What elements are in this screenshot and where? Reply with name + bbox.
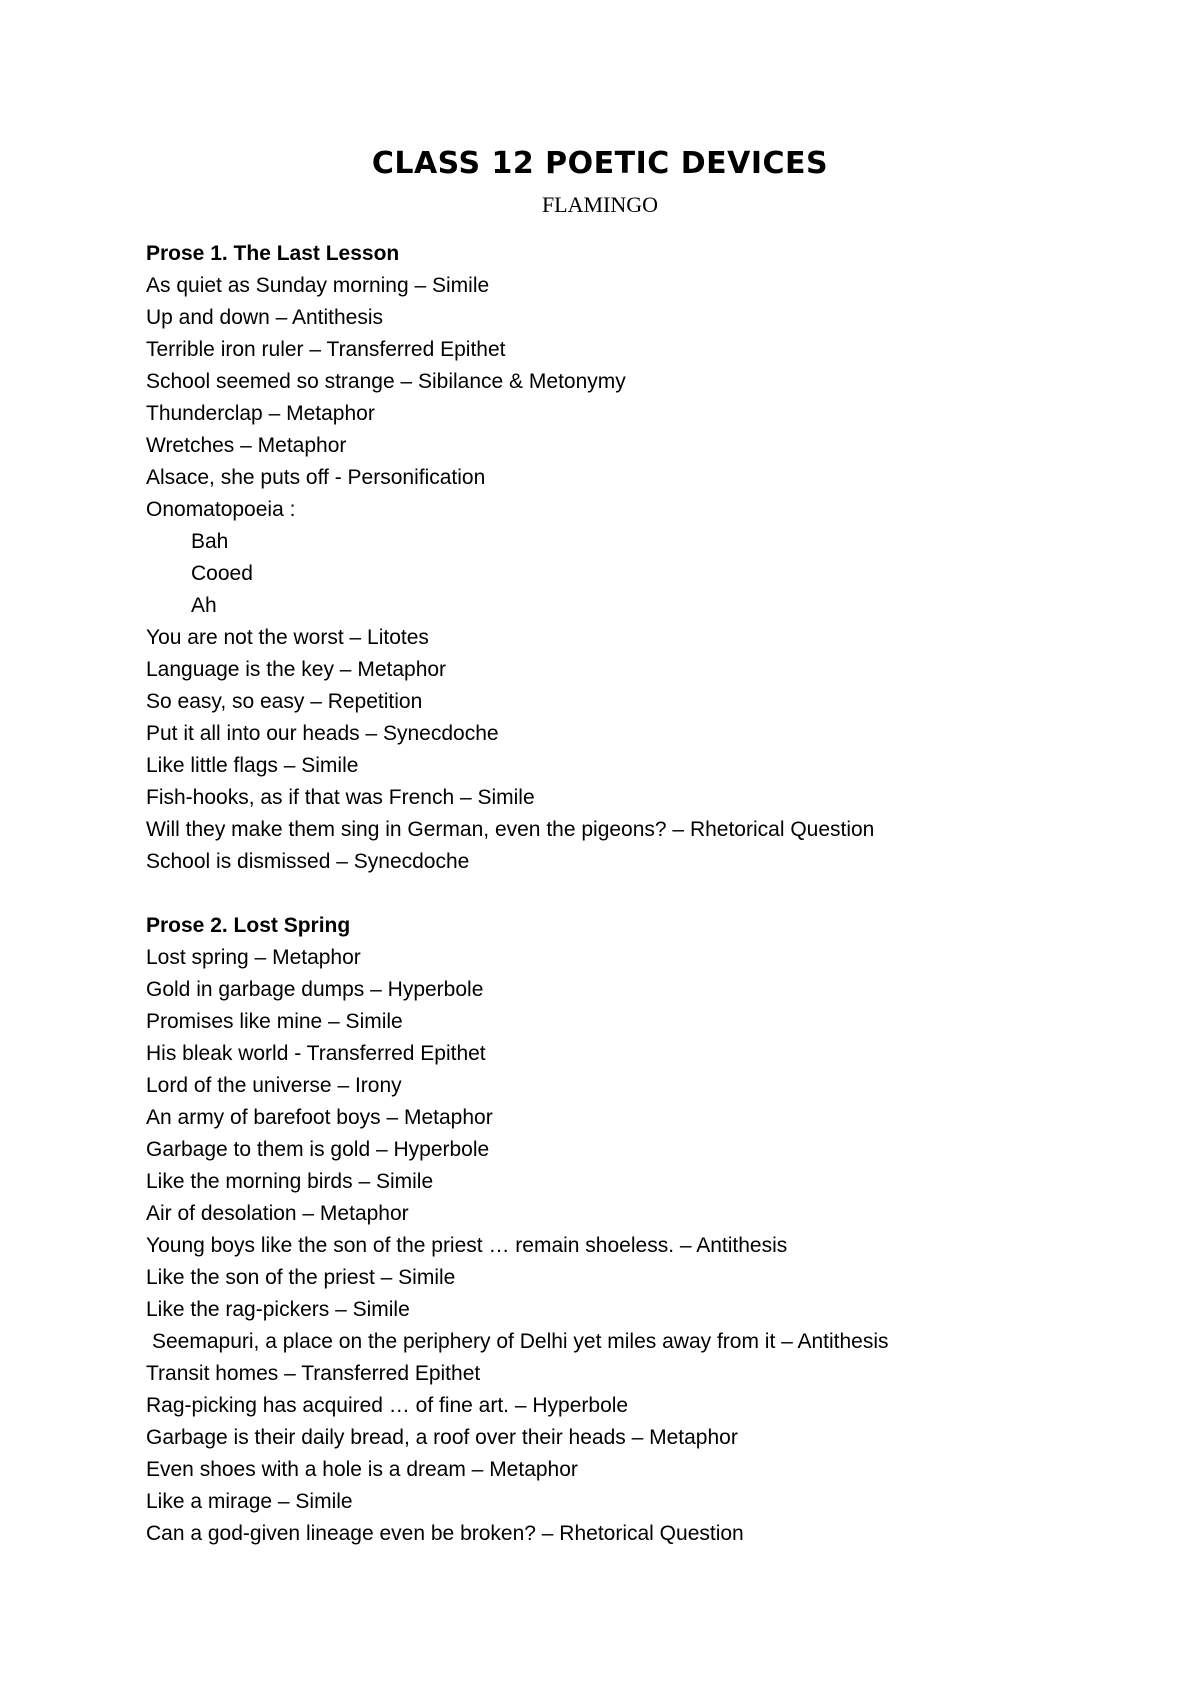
device-line: Lord of the universe – Irony <box>146 1074 402 1097</box>
device-line: Language is the key – Metaphor <box>146 658 447 681</box>
device-line: Garbage is their daily bread, a roof over their heads – Metaphor <box>146 1426 738 1449</box>
device-line: Like little flags – Simile <box>146 754 359 777</box>
page-subtitle: FLAMINGO <box>541 192 659 217</box>
device-line: School seemed so strange – Sibilance & Metonymy <box>146 370 626 393</box>
device-line: Transit homes – Transferred Epithet <box>146 1362 481 1385</box>
section-lost-spring <box>146 910 1146 1550</box>
device-line: Even shoes with a hole is a dream – Metaphor <box>146 1458 578 1481</box>
device-line: Onomatopoeia : <box>146 498 296 521</box>
device-line: Lost spring – Metaphor <box>146 946 361 969</box>
device-line: You are not the worst – Litotes <box>146 626 429 649</box>
device-line: Alsace, she puts off - Personification <box>146 466 486 489</box>
device-line: Promises like mine – Simile <box>146 1010 403 1033</box>
device-line: Garbage to them is gold – Hyperbole <box>146 1138 490 1161</box>
device-line: Like the rag-pickers – Simile <box>146 1298 410 1321</box>
device-line: As quiet as Sunday morning – Simile <box>146 274 490 297</box>
device-line: An army of barefoot boys – Metaphor <box>146 1106 493 1129</box>
device-line: Gold in garbage dumps – Hyperbole <box>146 978 484 1001</box>
device-line: Like a mirage – Simile <box>146 1490 353 1513</box>
device-line: Terrible iron ruler – Transferred Epithet <box>146 338 506 361</box>
device-line: Like the morning birds – Simile <box>146 1170 434 1193</box>
device-line: Seemapuri, a place on the periphery of Delhi yet miles away from it – Antithesis <box>152 1330 889 1353</box>
device-line: Wretches – Metaphor <box>146 434 347 457</box>
device-line: Will they make them sing in German, even the pigeons? – Rhetorical Question <box>146 818 875 841</box>
device-line: Can a god-given lineage even be broken? – Rhetorical Question <box>146 1522 744 1545</box>
device-line: Like the son of the priest – Simile <box>146 1266 456 1289</box>
device-line: Air of desolation – Metaphor <box>146 1202 409 1225</box>
device-line: So easy, so easy – Repetition <box>146 690 423 713</box>
onomatopoeia-example: Cooed <box>191 562 253 585</box>
onomatopoeia-example: Ah <box>191 594 217 617</box>
section-last-lesson <box>146 238 1146 878</box>
device-line: Thunderclap – Metaphor <box>146 402 375 425</box>
page-title: CLASS 12 POETIC DEVICES <box>371 146 829 181</box>
device-line: Put it all into our heads – Synecdoche <box>146 722 499 745</box>
device-line: His bleak world - Transferred Epithet <box>146 1042 486 1065</box>
document-body <box>146 238 1146 1550</box>
device-line: Up and down – Antithesis <box>146 306 383 329</box>
device-line: Young boys like the son of the priest … remain shoeless. – Antithesis <box>146 1234 788 1257</box>
device-line: School is dismissed – Synecdoche <box>146 850 470 873</box>
section-heading: Prose 1. The Last Lesson <box>146 242 400 265</box>
onomatopoeia-example: Bah <box>191 530 229 553</box>
section-heading: Prose 2. Lost Spring <box>146 914 351 937</box>
device-line: Rag-picking has acquired … of fine art. – Hyperbole <box>146 1394 629 1417</box>
device-line: Fish-hooks, as if that was French – Simile <box>146 786 535 809</box>
